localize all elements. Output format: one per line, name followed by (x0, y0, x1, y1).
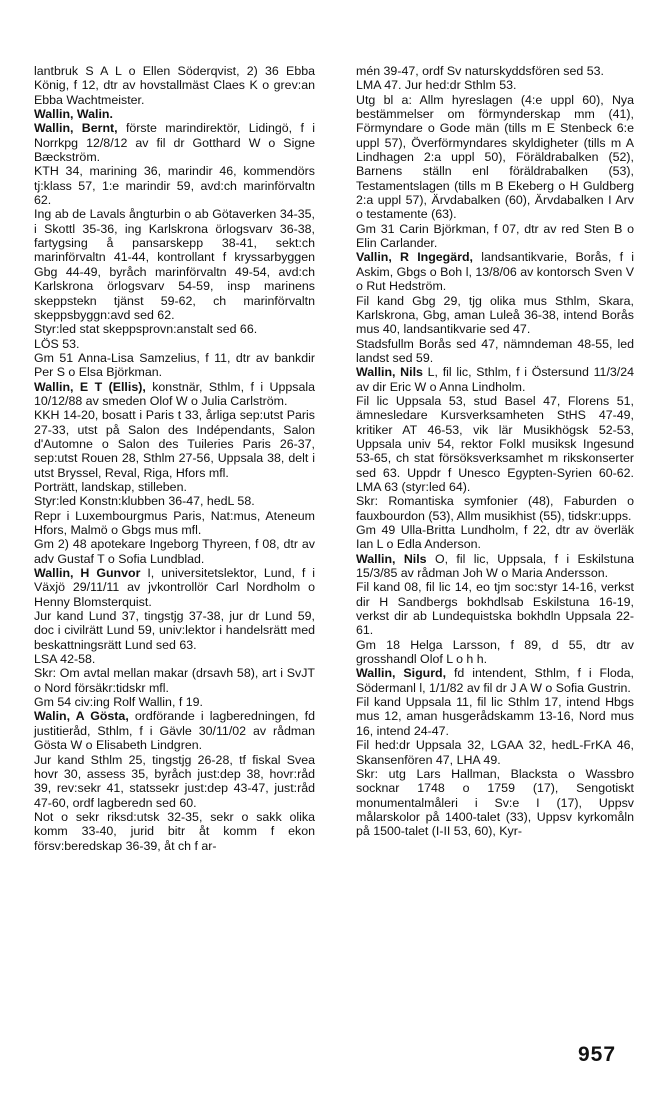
page-number: 957 (578, 1043, 617, 1066)
biography-paragraph (34, 652, 315, 666)
entry-text: landsantikvarie, Borås, f i Askim, Gbgs o Boh l, 13/8/06 av kontorsch Sven V o Rut Hedström. (356, 250, 634, 294)
entry-text: Skr: Romantiska symfonier (48), Faburden o fauxbourdon (53), Allm musikhist (55), tidskr:upps. (356, 494, 634, 523)
biography-paragraph (356, 64, 634, 78)
biography-entry-heading-paragraph (34, 566, 315, 609)
entry-text: Jur kand Sthlm 25, tingstjg 26-28, tf fiskal Svea hovr 30, assess 35, byråch just:dep 38, hovr:råd 39, rev:sekr 41, statssekr just:dep 43-47, just:råd 47-60, ordf lagberedn sed 60. (34, 752, 315, 810)
entry-text: förste marindirektör, Lidingö, f i Norrkpg 12/8/12 av fil dr Gotthard W o Signe Bæckström. (34, 121, 315, 165)
entry-text: KKH 14-20, bosatt i Paris t 33, årliga sep:utst Paris 27-33, utst på Salon des Indépendants, Salon d'Automne o Salon des Tuileries Paris 26-37, sep:utst Rouen 28, Sthlm 27-56, Uppsala 38, delt i utst Bryssel, Reval, Riga, Hfors mfl. (34, 408, 315, 480)
entry-text: LÖS 53. (34, 336, 80, 351)
biography-paragraph (356, 767, 634, 839)
entry-name: Wallin, Nils (356, 551, 427, 566)
biography-paragraph (356, 695, 634, 738)
biography-paragraph (34, 164, 315, 207)
entry-name: Wallin, H Gunvor (34, 566, 141, 581)
entry-text: Styr:led Konstn:klubben 36-47, hedL 58. (34, 494, 255, 509)
biography-entry-heading-paragraph (34, 107, 315, 121)
left-column (34, 64, 315, 853)
entry-text: Fil lic Uppsala 53, stud Basel 47, Florens 51, ämnesledare Kursverksamheten StHS 47-49, kritiker AT 46-53, vik lär Musikhögsk 52-53, Uppsala univ 54, rektor Folkl musiksk Ingesund 53-65, ch stat försöksverksamhet m rikskonserter sed 63. Uppdr f Unesco Egypten-Syrien 60-62. LMA 63 (styr:led 64). (356, 393, 634, 494)
entry-name: Walin, A Gösta, (34, 709, 129, 724)
entry-text: O, fil lic, Uppsala, f i Eskilstuna 15/3/85 av rådman Joh W o Maria Andersson. (356, 551, 634, 581)
biography-paragraph (356, 337, 634, 366)
biography-paragraph (356, 78, 634, 92)
entry-name: Wallin, Nils (356, 365, 423, 380)
entry-text: L, fil lic, Sthlm, f i Östersund 11/3/24 av dir Eric W o Anna Lindholm. (356, 365, 635, 394)
biography-paragraph (34, 64, 315, 107)
biography-paragraph (34, 753, 315, 810)
biography-paragraph (34, 337, 315, 351)
biography-entry-heading-paragraph (34, 709, 315, 752)
biography-paragraph (356, 93, 634, 222)
biography-paragraph (34, 322, 315, 336)
biography-paragraph (356, 523, 634, 552)
entry-text: Jur kand Lund 37, tingstjg 37-38, jur dr Lund 59, doc i civilrätt Lund 59, univ:lektor i handelsrätt med beskattningsrätt Lund sed 63. (34, 609, 315, 652)
biography-paragraph (34, 609, 315, 652)
entry-text: Fil kand 08, fil lic 14, eo tjm soc:styr 14-16, verkst dir H Sandbergs bokhdlsab Eskilstuna 16-19, verkst dir ab Lundequistska bokhdln Uppsala 22-61. (356, 580, 634, 638)
entry-text: KTH 34, marining 36, marindir 46, kommendörs tj:klass 57, 1:e marindir 59, avd:ch marinförvaltn 62. (34, 164, 315, 208)
entry-text: Gm 2) 48 apotekare Ingeborg Thyreen, f 08, dtr av adv Gustaf T o Sofia Lundblad. (34, 537, 315, 566)
entry-name: Wallin, E T (Ellis), (34, 379, 146, 394)
entry-text: lantbruk S A L o Ellen Söderqvist, 2) 36 Ebba König, f 12, dtr av hovstallmäst Claes K o grev:an Ebba Wachtmeister. (34, 64, 315, 107)
entry-text: Stadsfullm Borås sed 47, nämndeman 48-55, led landst sed 59. (356, 336, 634, 365)
entry-text: LSA 42-58. (34, 652, 96, 667)
entry-text: ordförande i lagberedningen, fd justitieråd, Sthlm, f i Gävle 30/11/02 av rådman Gösta W o Elisabeth Lindgren. (34, 709, 315, 753)
biography-paragraph (34, 408, 315, 480)
entry-text: konstnär, Sthlm, f i Uppsala 10/12/88 av smeden Olof W o Julia Carlström. (34, 379, 315, 408)
biography-paragraph (34, 666, 315, 695)
entry-name: Wallin, Bernt, (34, 121, 118, 136)
entry-name: Vallin, R Ingegärd, (356, 250, 473, 265)
biography-paragraph (356, 580, 634, 637)
biography-entry-heading-paragraph (356, 552, 634, 581)
entry-text: Fil kand Gbg 29, tjg olika mus Sthlm, Skara, Karlskrona, Gbg, aman Luleå 36-38, intend Borås mus 40, landsantikvarie sed 47. (356, 293, 634, 337)
entry-text: Gm 49 Ulla-Britta Lundholm, f 22, dtr av överläk Ian L o Edla Anderson. (356, 523, 634, 552)
biography-entry-heading-paragraph (356, 365, 634, 394)
biography-paragraph (356, 738, 634, 767)
biography-paragraph (34, 351, 315, 380)
biography-paragraph (34, 537, 315, 566)
entry-text: mén 39-47, ordf Sv naturskyddsfören sed 53. (356, 64, 604, 78)
biography-entry-heading-paragraph (356, 666, 634, 695)
entry-text: Not o sekr riksd:utsk 32-35, sekr o sakk olika komm 33-40, jurid bitr åt komm f ekon försv:beredskap 36-39, åt ch f ar- (34, 809, 315, 853)
biography-paragraph (34, 509, 315, 538)
biography-paragraph (34, 695, 315, 709)
biography-entry-heading-paragraph (34, 380, 315, 409)
biography-paragraph (34, 494, 315, 508)
entry-text: fd intendent, Sthlm, f i Floda, Södermanl l, 1/1/82 av fil dr J A W o Sofia Gustrin. (356, 666, 634, 695)
entry-text: Porträtt, landskap, stilleben. (34, 479, 187, 494)
entry-text: Skr: Om avtal mellan makar (drsavh 58), art i SvJT o Nord försäkr:tidskr mfl. (34, 666, 315, 695)
entry-text: Fil kand Uppsala 11, fil lic Sthlm 17, intend Hbgs mus 12, aman husgerådskamm 13-16, Nord mus 16, intend 24-47. (356, 695, 634, 738)
entry-text: Gm 54 civ:ing Rolf Wallin, f 19. (34, 695, 203, 710)
biography-paragraph (356, 494, 634, 523)
entry-text: Repr i Luxembourgmus Paris, Nat:mus, Ateneum Hfors, Malmö o Gbgs mus mfl. (34, 508, 315, 537)
entry-text: Utg bl a: Allm hyreslagen (4:e uppl 60), Nya bestämmelser om förmynderskap mm (41), Förmyndare o Gode män (tills m E Stenbeck 6:e uppl 57), Överförmyndares skyldigheter (tills m A Lindhagen 2:a uppl 50), Föräldrabalken (52), Barnens ställn enl föräldrabalken (53), Testamentslagen (tills m B Ekeberg o H Guldberg 2:a uppl 57), Ärvdabalken (60), Ärvdabalken I Arv o testamente (63). (356, 92, 634, 222)
biography-entry-heading-paragraph (34, 121, 315, 164)
biography-paragraph (356, 222, 634, 251)
entry-name: Wallin, Sigurd, (356, 666, 447, 681)
entry-text: Skr: utg Lars Hallman, Blacksta o Wassbro socknar 1748 o 1759 (17), Sengotiskt monumentalmåleri i Sv:e I (17), Uppsv målarskolor på 1400-talet (33), Uppsv kyrkomåln på 1500-talet (I-II 53, 60), Kyr- (356, 766, 634, 839)
biography-entry-heading-paragraph (356, 250, 634, 293)
entry-text: I, universitetslektor, Lund, f i Växjö 29/11/11 av jvkontrollör Carl Nordholm o Henny Blomsterquist. (34, 566, 315, 609)
entry-text: LMA 47. Jur hed:dr Sthlm 53. (356, 78, 517, 93)
biography-paragraph (34, 480, 315, 494)
biography-paragraph (34, 207, 315, 322)
biography-paragraph (356, 394, 634, 494)
biography-paragraph (356, 294, 634, 337)
biography-paragraph (356, 638, 634, 667)
entry-name: Wallin, Walin. (34, 107, 113, 122)
entry-text: Fil hed:dr Uppsala 32, LGAA 32, hedL-FrKA 46, Skansenfören 47, LHA 49. (356, 738, 634, 767)
biography-paragraph (34, 810, 315, 853)
entry-text: Ing ab de Lavals ångturbin o ab Götaverken 34-35, i Skottl 35-36, ing Karlskrona örlogsvarv 36-38, fartygsing å pansarskepp 38-41, sekt:ch marinförvaltn 41-44, kontrollant f kryssarbyggen Gbg 44-49, byråch marinförvaltn 49-54, avd:ch Karlskrona örlogsvarv 54-59, insp marinens skeppstekn tjänst 59-62, ch marinförvaltn skeppsbyggn:avd sed 62. (34, 207, 315, 322)
entry-text: Gm 31 Carin Björkman, f 07, dtr av red Sten B o Elin Carlander. (356, 221, 634, 251)
entry-text: Styr:led stat skeppsprovn:anstalt sed 66. (34, 322, 258, 337)
entry-text: Gm 51 Anna-Lisa Samzelius, f 11, dtr av bankdir Per S o Elsa Björkman. (34, 350, 315, 380)
right-column (356, 64, 634, 839)
entry-text: Gm 18 Helga Larsson, f 89, d 55, dtr av grosshandl Olof L o h h. (356, 637, 634, 667)
